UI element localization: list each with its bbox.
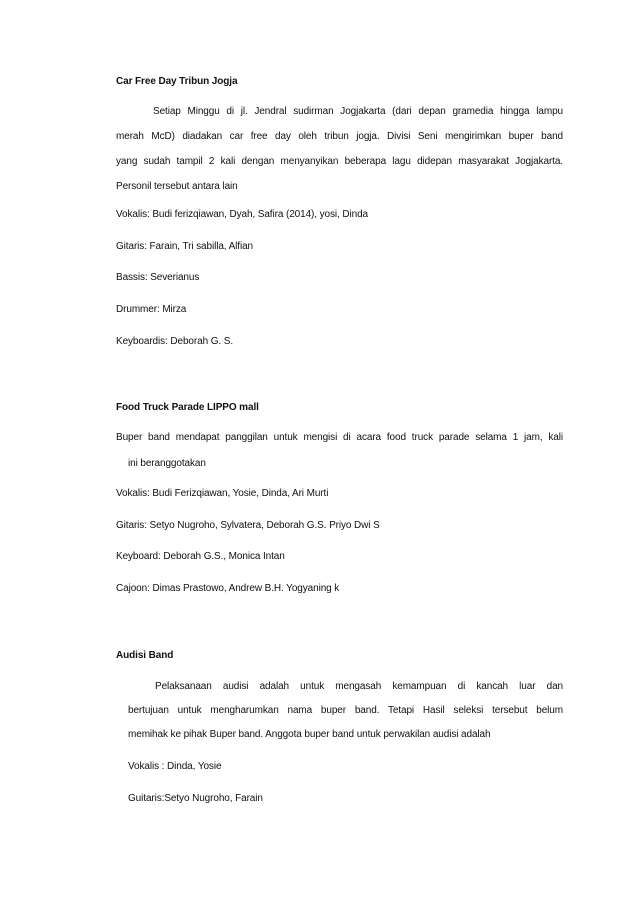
paragraph-line: Pelaksanaan audisi adalah untuk mengasah kemampuan di kancah luar dan bbox=[155, 681, 563, 692]
paragraph-line: Personil tersebut antara lain bbox=[116, 181, 238, 192]
member-line-bassis: Bassis: Severianus bbox=[116, 272, 200, 283]
paragraph-line: yang sudah tampil 2 kali dengan menyanyikan beberapa lagu didepan masyarakat Jogjakarta. bbox=[116, 156, 563, 167]
section-heading-audisi-band: Audisi Band bbox=[116, 650, 174, 661]
paragraph-line: memihak ke pihak Buper band. Anggota buper band untuk perwakilan audisi adalah bbox=[128, 729, 491, 740]
paragraph-line: bertujuan untuk mengharumkan nama buper band. Tetapi Hasil seleksi tersebut belum bbox=[128, 705, 563, 716]
paragraph-line: Setiap Minggu di jl. Jendral sudirman Jogjakarta (dari depan gramedia hingga lampu bbox=[153, 106, 563, 117]
paragraph-line: merah McD) diadakan car free day oleh tribun jogja. Divisi Seni mengirimkan buper band bbox=[116, 131, 563, 142]
member-line-gitaris: Gitaris: Setyo Nugroho, Sylvatera, Deborah G.S. Priyo Dwi S bbox=[116, 520, 380, 531]
section-heading-car-free-day: Car Free Day Tribun Jogja bbox=[116, 76, 238, 87]
member-line-keyboard: Keyboard: Deborah G.S., Monica Intan bbox=[116, 551, 285, 562]
paragraph-line: ini beranggotakan bbox=[128, 458, 206, 469]
member-line-guitaris: Guitaris:Setyo Nugroho, Farain bbox=[128, 793, 263, 804]
member-line-vokalis: Vokalis: Budi Ferizqiawan, Yosie, Dinda, Ari Murti bbox=[116, 488, 329, 499]
member-line-cajoon: Cajoon: Dimas Prastowo, Andrew B.H. Yogyaning k bbox=[116, 583, 340, 594]
member-line-keyboardis: Keyboardis: Deborah G. S. bbox=[116, 336, 234, 347]
section-heading-food-truck-parade: Food Truck Parade LIPPO mall bbox=[116, 402, 259, 413]
member-line-gitaris: Gitaris: Farain, Tri sabilla, Alfian bbox=[116, 241, 254, 252]
member-line-drummer: Drummer: Mirza bbox=[116, 304, 187, 315]
member-line-vokalis: Vokalis: Budi ferizqiawan, Dyah, Safira (2014), yosi, Dinda bbox=[116, 209, 369, 220]
paragraph-line: Buper band mendapat panggilan untuk mengisi di acara food truck parade selama 1 jam, kali bbox=[116, 432, 563, 443]
member-line-vokalis: Vokalis : Dinda, Yosie bbox=[128, 761, 222, 772]
